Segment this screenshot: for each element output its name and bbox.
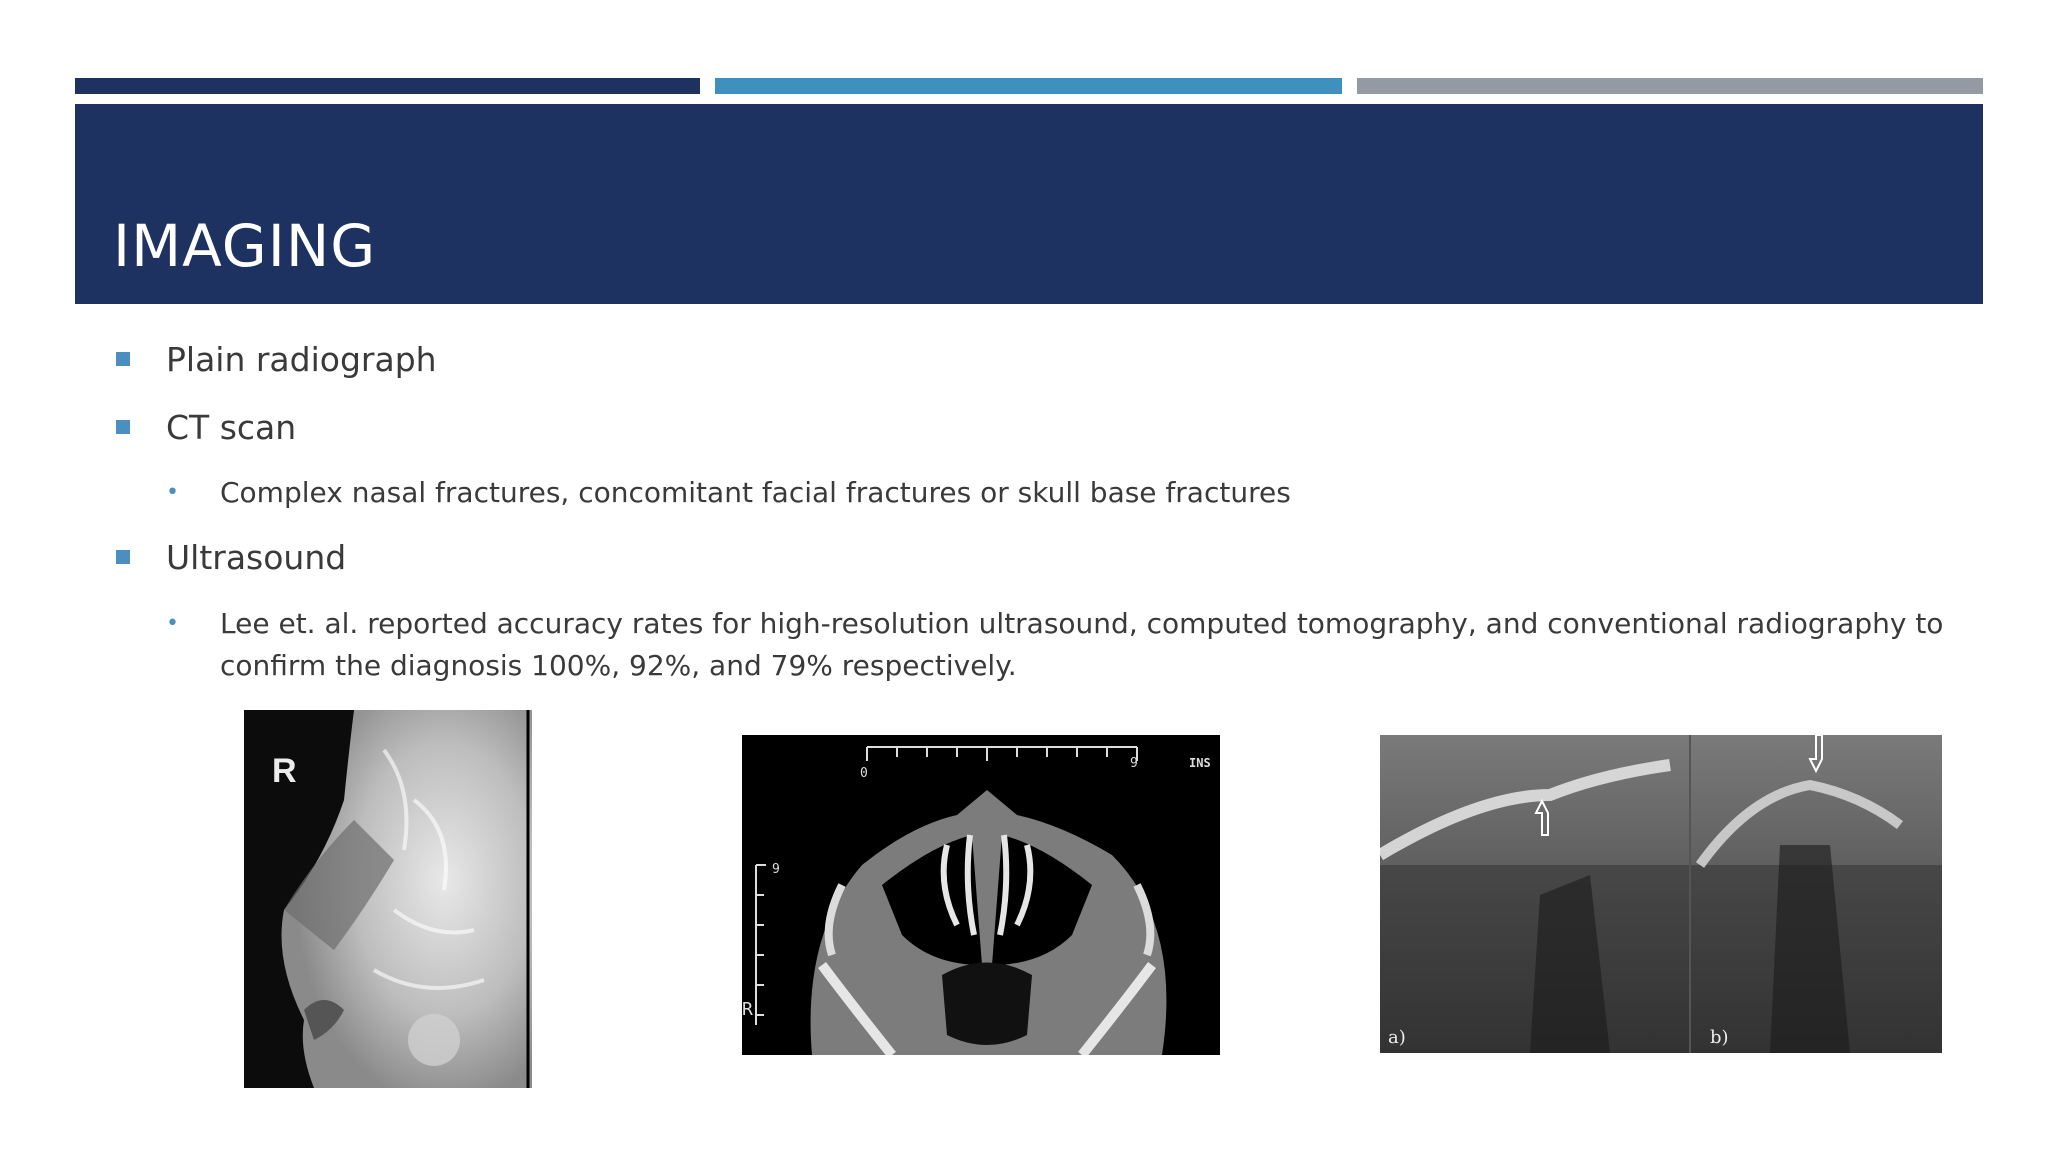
bullet-text: Ultrasound (166, 538, 347, 577)
ct-scale-top-left: 0 (860, 766, 868, 781)
ultrasound-panel-a-label: a) (1388, 1027, 1406, 1048)
xray-side-marker: R (272, 752, 297, 790)
bullet-text: Plain radiograph (166, 340, 437, 379)
ct-side-marker: R (742, 999, 753, 1020)
bullet-text: CT scan (166, 408, 297, 447)
ultrasound-panel-b-label: b) (1710, 1027, 1729, 1048)
sub-bullet-text: Lee et. al. reported accuracy rates for high-resolution ultrasound, computed tomography, and conventional radiography to confirm the diagnosis 100%, 92%, and 79% respectively. (220, 607, 1944, 682)
square-bullet-icon (116, 352, 130, 366)
square-bullet-icon (116, 550, 130, 564)
dot-bullet-icon: • (166, 480, 179, 505)
ct-scale-top-right: 9 (1130, 756, 1138, 771)
dot-bullet-icon: • (166, 611, 179, 636)
axial-ct-image (742, 735, 1220, 1055)
ct-corner-text: INS (1189, 756, 1211, 770)
square-bullet-icon (116, 420, 130, 434)
sub-bullet-ultrasound (166, 603, 1956, 693)
sub-bullet-text: Complex nasal fractures, concomitant facial fractures or skull base fractures (220, 476, 1291, 509)
ultrasound-image (1380, 735, 1942, 1053)
ct-scale-left: 9 (772, 862, 780, 877)
lateral-radiograph-image (244, 710, 532, 1088)
slide-title: IMAGING (113, 212, 377, 280)
